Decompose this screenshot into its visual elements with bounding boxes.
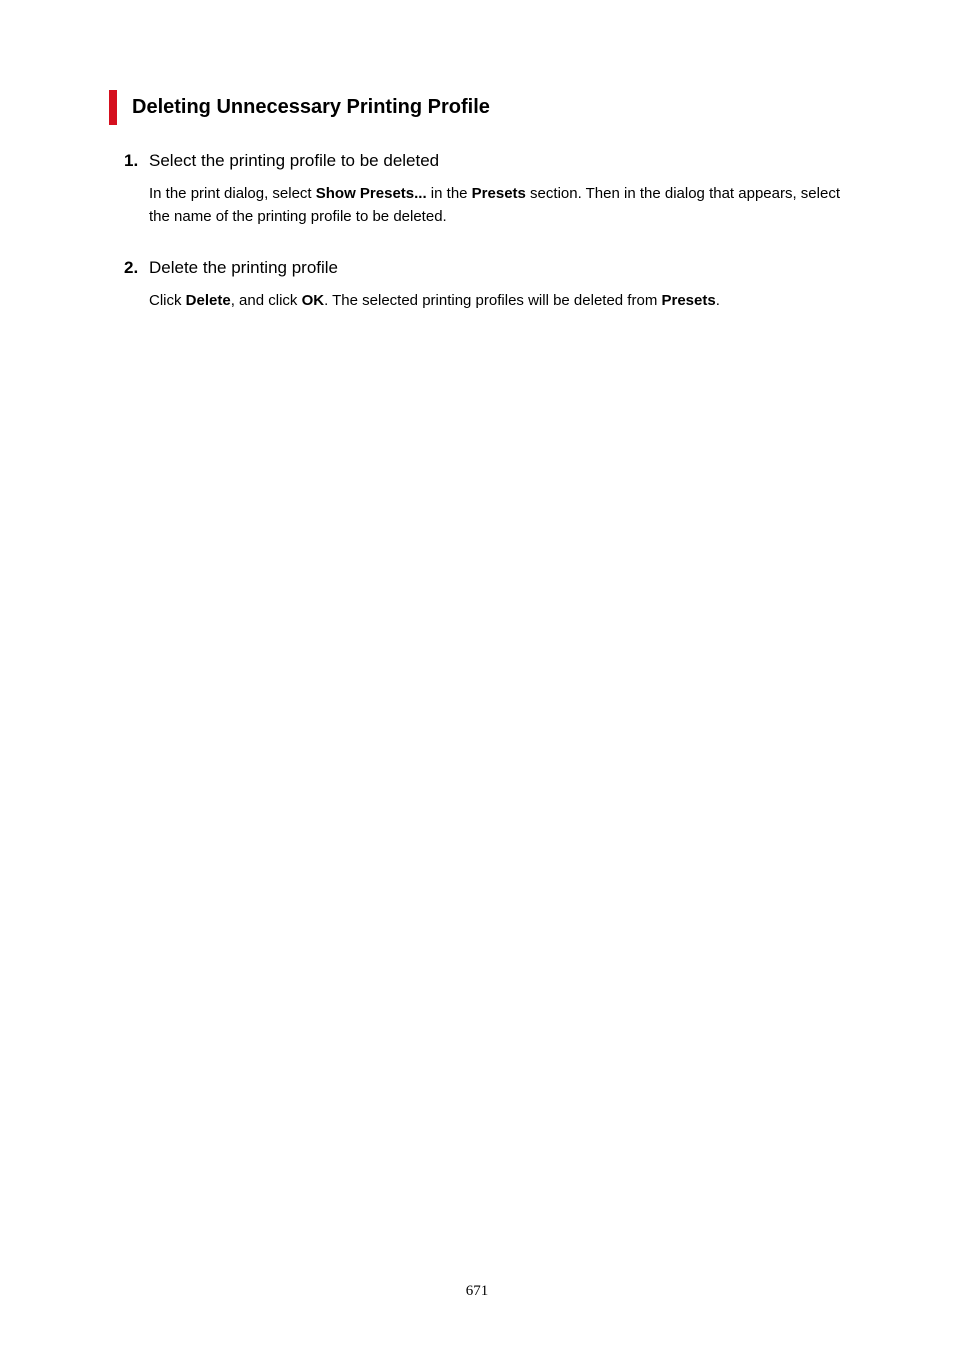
step-1-number: 1.: [124, 151, 139, 170]
step-2-text-2: , and click: [230, 292, 302, 309]
step-1-description: [149, 182, 844, 228]
step-1-text-1: In the print dialog, select: [149, 185, 316, 202]
step-2-ok-term: OK: [301, 292, 325, 309]
step-2-description: [149, 289, 844, 312]
step-2-number: 2.: [124, 258, 139, 277]
step-1-title: Select the printing profile to be deleted: [149, 151, 440, 170]
step-1-show-presets-term: Show Presets...: [315, 185, 427, 202]
step-1-text-2: in the: [426, 185, 472, 202]
step-1-heading: [124, 149, 844, 173]
section-header: [109, 90, 490, 125]
step-2-text-1: Click: [149, 292, 186, 309]
section-title: Deleting Unnecessary Printing Profile: [132, 96, 490, 118]
step-2: [124, 256, 844, 312]
step-2-text-3: . The selected printing profiles will be deleted from: [324, 292, 662, 309]
step-1: [124, 149, 844, 228]
page-number: 671: [465, 1283, 489, 1299]
section-accent-bar: [109, 90, 117, 125]
step-2-heading: [124, 256, 844, 280]
step-2-presets-term: Presets: [661, 292, 716, 309]
step-2-title: Delete the printing profile: [149, 258, 339, 277]
step-1-presets-term: Presets: [471, 185, 526, 202]
step-1-text-3: section. Then in the dialog that appears, select the name of the printing profile to be deleted.: [149, 185, 840, 225]
step-2-delete-term: Delete: [185, 292, 231, 309]
step-2-text-4: .: [715, 292, 720, 309]
